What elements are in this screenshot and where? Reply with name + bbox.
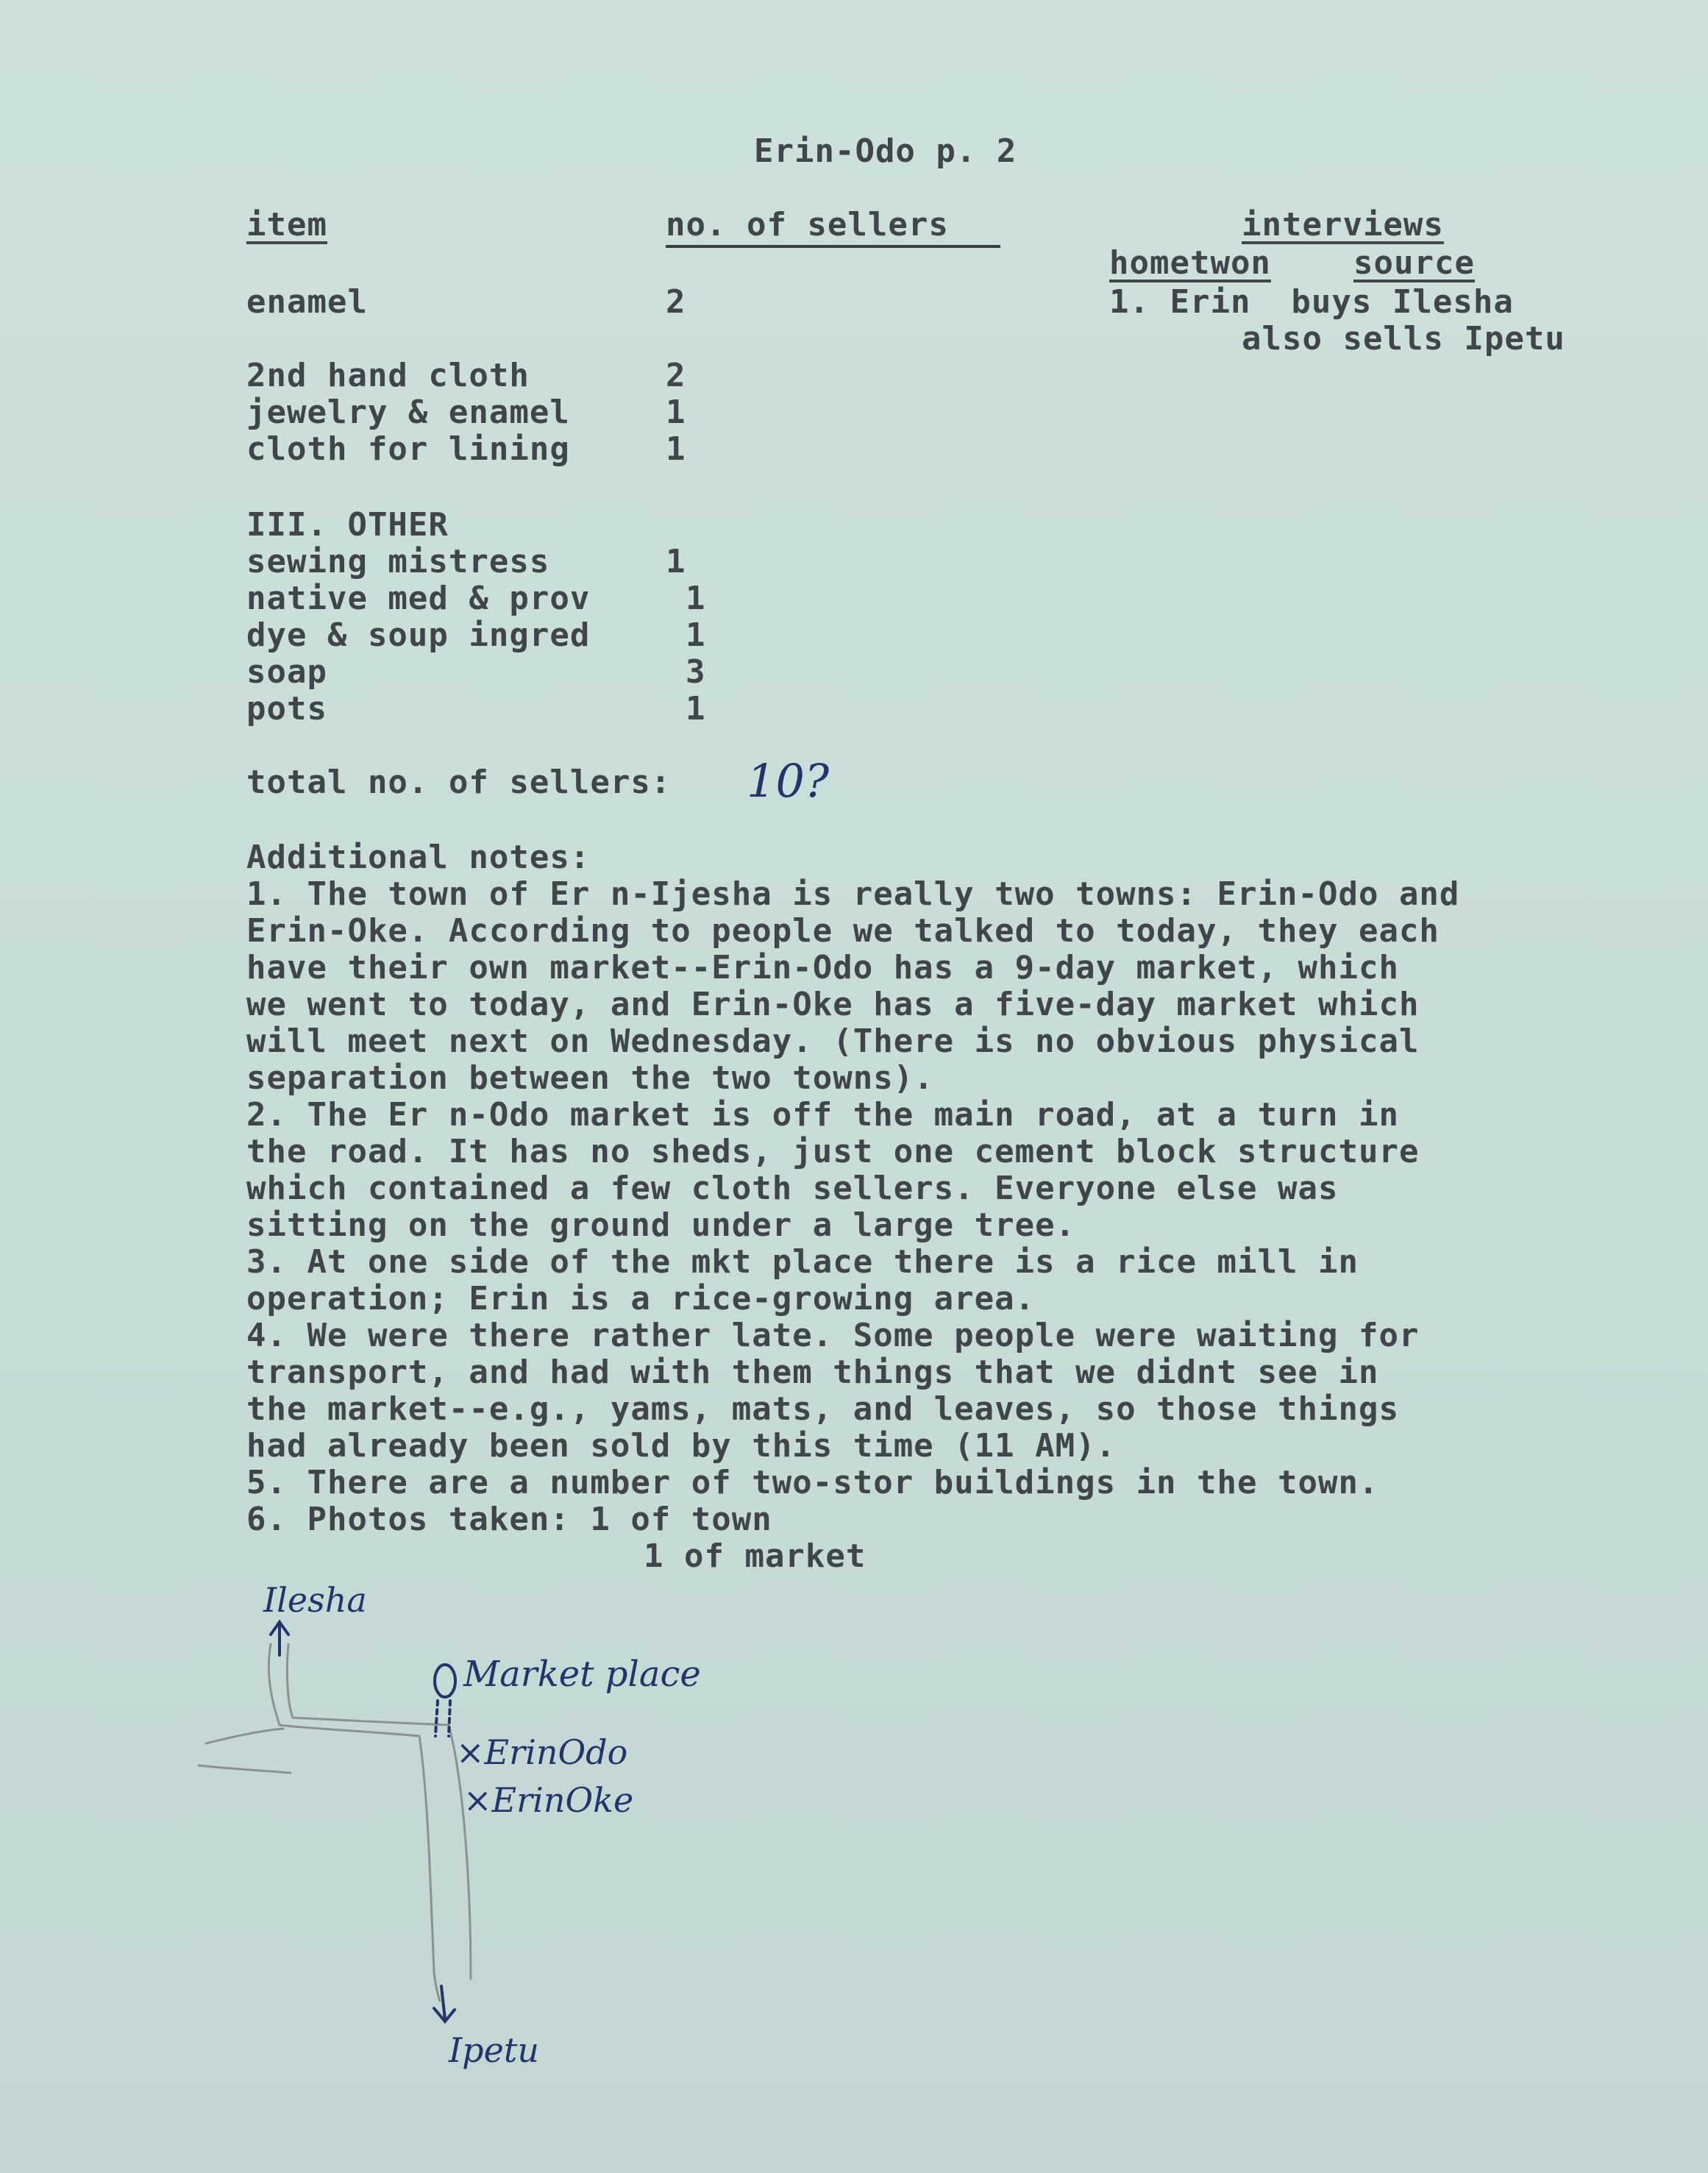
interview-line-2: also sells Ipetu (1242, 320, 1565, 358)
note-line: will meet next on Wednesday. (There is no obvious physical (246, 1023, 1420, 1060)
item-row-1-name: 2nd hand cloth (246, 357, 530, 394)
other-row-0-count: 1 (666, 543, 686, 580)
interview-line-1: 1. Erin buys Ilesha (1109, 283, 1514, 321)
label-market-place: Market place (463, 1654, 701, 1695)
note-line: had already been sold by this time (11 AM). (246, 1427, 1117, 1465)
other-row-2-name: dye & soup ingred (246, 616, 591, 654)
note-line: which contained a few cloth sellers. Everyone else was (246, 1170, 1339, 1207)
item-row-0-count: 2 (666, 283, 686, 321)
note-line: transport, and had with them things that we didnt see in (246, 1354, 1379, 1391)
item-row-0-name: enamel (246, 283, 368, 321)
item-row-3-name: cloth for lining (246, 430, 570, 468)
note-line: 1. The town of Er n-Ijesha is really two towns: Erin-Odo and (246, 875, 1460, 913)
item-row-2-name: jewelry & enamel (246, 394, 570, 431)
page-title: Erin-Odo p. 2 (754, 132, 1017, 170)
note-line: 6. Photos taken: 1 of town (246, 1501, 772, 1538)
note-line: 4. We were there rather late. Some people were waiting for (246, 1317, 1420, 1354)
road-left-edge (268, 1644, 440, 2001)
header-sellers: no. of sellers (666, 206, 949, 243)
note-line: 5. There are a number of two-stor buildings in the town. (246, 1464, 1379, 1501)
other-heading: III. OTHER (246, 506, 449, 544)
market-circle-icon (435, 1665, 455, 1697)
total-label: total no. of sellers: (246, 764, 672, 801)
market-dots (435, 1701, 450, 1736)
erased-side-road (199, 1729, 291, 1773)
note-line: Erin-Oke. According to people we talked to today, they each (246, 912, 1440, 950)
note-line: separation between the two towns). (246, 1059, 934, 1097)
other-row-0-name: sewing mistress (246, 543, 550, 580)
label-ipetu: Ipetu (449, 2030, 539, 2070)
note-line: 1 of market (644, 1537, 867, 1575)
item-row-1-count: 2 (666, 357, 686, 394)
note-line: 2. The Er n-Odo market is off the main road, at a turn in (246, 1096, 1399, 1134)
other-row-4-count: 1 (686, 690, 706, 728)
notes-heading: Additional notes: (246, 839, 591, 876)
item-row-3-count: 1 (666, 430, 686, 468)
other-row-4-name: pots (246, 690, 327, 728)
note-line: 3. At one side of the mkt place there is a rice mill in (246, 1243, 1359, 1281)
other-row-2-count: 1 (686, 616, 706, 654)
label-erin-odo: ×ErinOdo (456, 1732, 628, 1772)
road-right-edge (287, 1644, 471, 1979)
header-item: item (246, 206, 327, 243)
note-line: have their own market--Erin-Odo has a 9-day market, which (246, 949, 1399, 986)
other-row-1-name: native med & prov (246, 580, 591, 617)
arrow-up-icon (271, 1622, 288, 1655)
other-row-3-name: soap (246, 653, 327, 691)
note-line: the road. It has no sheds, just one cement block structure (246, 1133, 1420, 1170)
header-interviews: interviews (1242, 206, 1444, 243)
note-line: operation; Erin is a rice-growing area. (246, 1280, 1036, 1317)
note-line: sitting on the ground under a large tree. (246, 1206, 1076, 1244)
header-hometown: hometwon (1109, 244, 1271, 282)
total-value-handwritten: 10? (747, 754, 830, 808)
other-row-1-count: 1 (686, 580, 706, 617)
label-ilesha: Ilesha (263, 1580, 367, 1620)
header-source: source (1353, 244, 1475, 282)
note-line: we went to today, and Erin-Oke has a five-day market which (246, 986, 1420, 1023)
item-row-2-count: 1 (666, 394, 686, 431)
other-row-3-count: 3 (686, 653, 706, 691)
note-line: the market--e.g., yams, mats, and leaves, so those things (246, 1390, 1399, 1428)
label-erin-oke: ×ErinOke (463, 1780, 634, 1820)
